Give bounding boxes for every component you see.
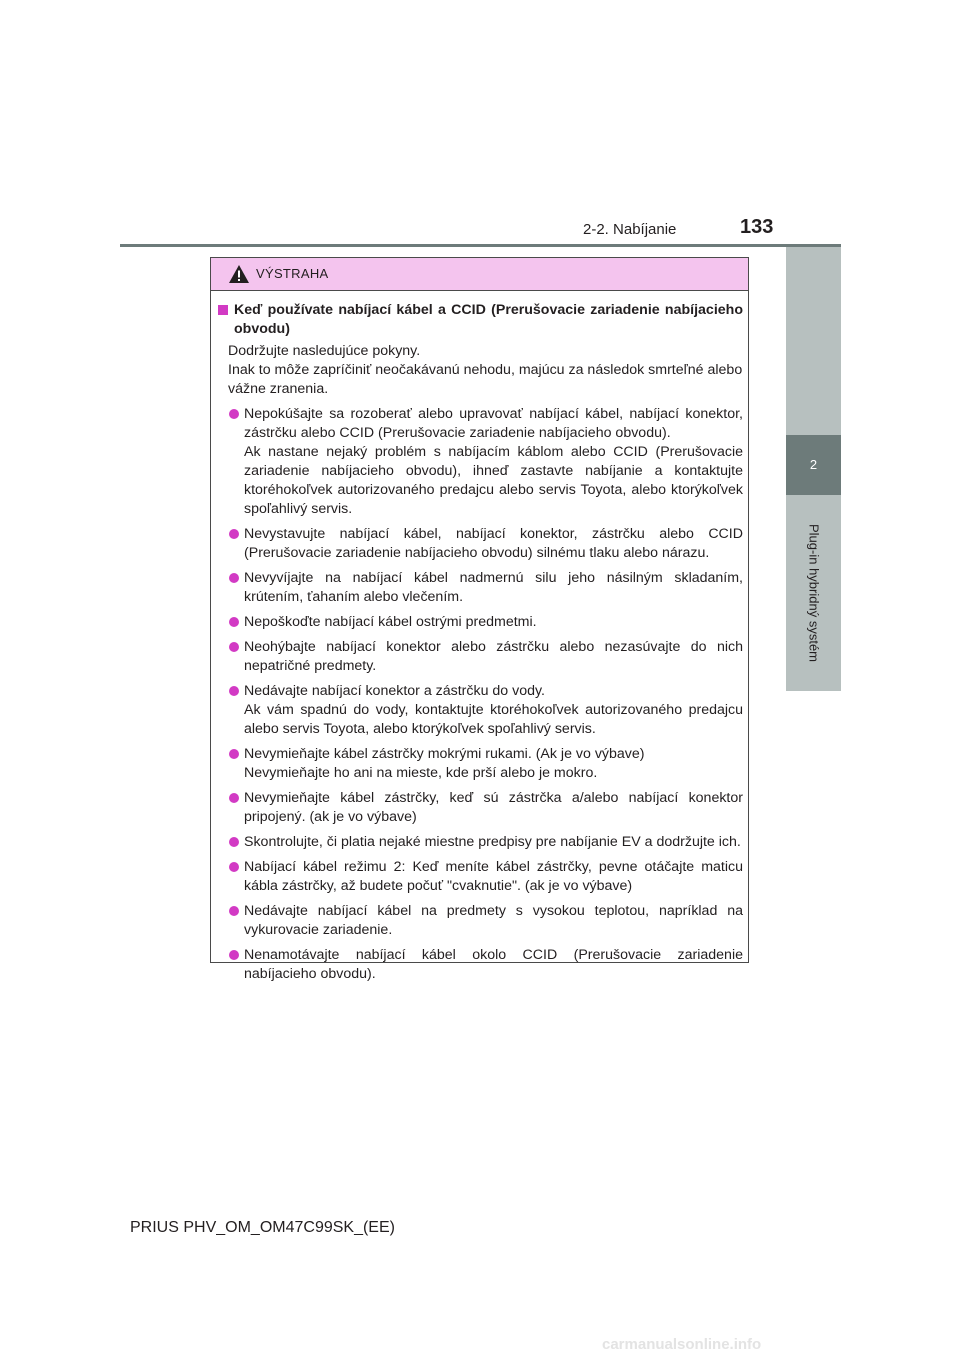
section-title: 2-2. Nabíjanie [583,221,677,238]
side-tab-label: Plug-in hybridný systém [806,524,821,662]
warning-item [229,613,743,632]
warning-item [229,405,743,519]
warning-item-text: Nevymieňajte kábel zástrčky, keď sú zástrčka a/alebo nabíjací konektor pripojený. (ak je vo výbave) [244,790,743,825]
warning-item-text: Nenamotávajte nabíjací kábel okolo CCID (Prerušovacie zariadenie nabíjacieho obvodu). [244,947,743,982]
warning-title: VÝSTRAHA [256,266,329,281]
warning-item-text: Nepokúšajte sa rozoberať alebo upravovať nabíjací kábel, nabíjací konektor, zástrčku alebo CCID (Prerušovacie zariadenie nabíjacieho obvodu). Ak nastane nejaký problém s nabíjacím káblom alebo CCID (Prerušovacie zariadenie nabíjacieho obvodu), ihneď zastavte nabíjanie a kontaktujte ktoréhokoľvek autorizovaného predajcu alebo servis Toyota, alebo ktorýkoľvek spoľahlivý servis. [244,406,743,517]
watermark: carmanualsonline.info [602,1336,762,1353]
warning-item-text: Skontrolujte, či platia nejaké miestne predpisy pre nabíjanie EV a dodržujte ich. [244,834,741,850]
side-tab-label-wrap [786,495,841,691]
bullet-dot-icon [229,793,239,803]
header-rule [120,244,841,247]
warning-box [210,257,749,982]
bullet-dot-icon [229,906,239,916]
bullet-dot-icon [229,686,239,696]
warning-item-text: Neohýbajte nabíjací konektor alebo zástrčku alebo nezasúvajte do nich nepatričné predmety. [244,639,743,674]
warning-item [229,569,743,607]
warning-section-heading [218,301,743,339]
bullet-dot-icon [229,617,239,627]
warning-list [218,405,743,984]
warning-item [229,525,743,563]
side-tab-top [786,247,841,435]
bullet-dot-icon [229,862,239,872]
square-bullet-icon [218,305,228,315]
warning-item-text: Nabíjací kábel režimu 2: Keď meníte kábel zástrčky, pevne otáčajte maticu kábla zástrčky, až budete počuť "cvaknutie". (ak je vo výbave) [244,859,743,894]
bullet-dot-icon [229,409,239,419]
bullet-dot-icon [229,749,239,759]
warning-section-title: Keď používate nabíjací kábel a CCID (Prerušovacie zariadenie nabíjacieho obvodu) [234,302,743,337]
warning-item-text: Nevystavujte nabíjací kábel, nabíjací konektor, zástrčku alebo CCID (Prerušovacie zariadenie nabíjacieho obvodu) silnému tlaku alebo nárazu. [244,526,743,561]
warning-item-text: Nedávajte nabíjací kábel na predmety s vysokou teplotou, napríklad na vykurovacie zariadenie. [244,903,743,938]
warning-intro: Dodržujte nasledujúce pokyny. Inak to môže zapríčiniť neočakávanú nehodu, majúcu za následok smrteľné alebo vážne zranenia. [228,343,743,397]
warning-item [229,789,743,827]
document-footer: PRIUS PHV_OM_OM47C99SK_(EE) [130,1219,395,1236]
warning-item-text: Nevyvíjajte na nabíjací kábel nadmernú silu jeho násilným skladaním, krútením, ťahaním alebo vlečením. [244,570,743,605]
warning-item [229,858,743,896]
page-number: 133 [740,216,774,238]
warning-item [229,638,743,676]
warning-item [229,745,743,783]
bullet-dot-icon [229,950,239,960]
warning-item [229,902,743,940]
bullet-dot-icon [229,573,239,583]
warning-item-text: Nedávajte nabíjací konektor a zástrčku do vody. Ak vám spadnú do vody, kontaktujte ktoréhokoľvek autorizovaného predajcu alebo servis Toyota, alebo ktorýkoľvek spoľahlivý servis. [244,683,743,737]
side-tab-number: 2 [786,435,841,495]
warning-header [211,258,748,291]
warning-item [229,833,743,852]
warning-body [211,291,748,984]
warning-triangle-icon [228,264,250,284]
warning-item [229,682,743,739]
bullet-dot-icon [229,529,239,539]
warning-item-text: Nepoškoďte nabíjací kábel ostrými predmetmi. [244,614,537,630]
warning-item [229,946,743,984]
bullet-dot-icon [229,837,239,847]
warning-item-text: Nevymieňajte kábel zástrčky mokrými rukami. (Ak je vo výbave) Nevymieňajte ho ani na mieste, kde prší alebo je mokro. [244,746,645,781]
bullet-dot-icon [229,642,239,652]
